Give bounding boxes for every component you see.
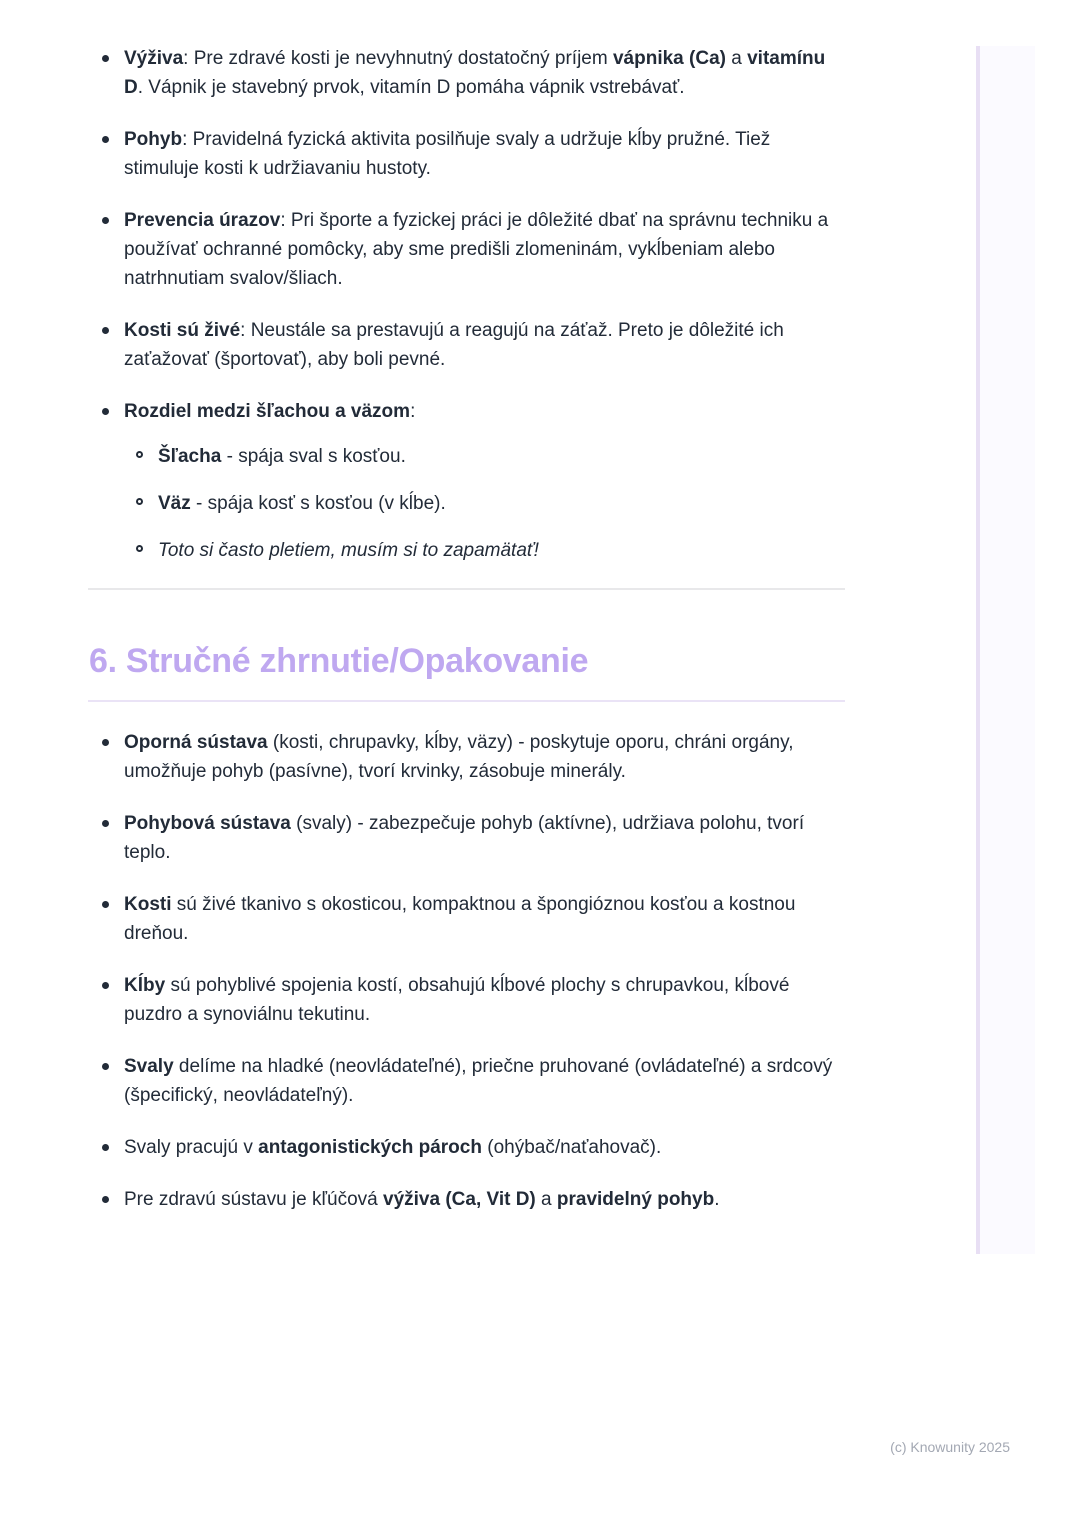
text-segment: Šľacha xyxy=(158,446,222,467)
heading-underline-divider xyxy=(88,700,845,702)
sub-bullet-list xyxy=(124,442,845,565)
text-segment: Pohybová sústava xyxy=(124,813,291,834)
list-item xyxy=(88,809,845,867)
text-segment: Kosti xyxy=(124,894,172,915)
text-segment: Oporná sústava xyxy=(124,732,268,753)
text-segment: Svaly xyxy=(124,1056,174,1077)
text-segment: a xyxy=(725,48,748,69)
list-item xyxy=(88,316,845,374)
text-segment: vápnika (Ca) xyxy=(612,48,726,69)
list-item xyxy=(88,890,845,948)
text-segment: Kosti sú živé xyxy=(124,320,241,341)
text-segment: a xyxy=(535,1189,557,1210)
list-item xyxy=(88,44,845,102)
text-segment: - spája sval s kosťou. xyxy=(221,446,406,467)
text-segment: - spája kosť s kosťou (v kĺbe). xyxy=(190,493,446,514)
text-segment: antagonistických pároch xyxy=(258,1137,482,1158)
bullet-list-summary xyxy=(88,728,845,1214)
text-segment: Svaly pracujú v xyxy=(124,1137,259,1158)
sub-list-item xyxy=(124,442,845,471)
list-item xyxy=(88,125,845,183)
text-segment: Výživa xyxy=(124,48,184,69)
text-segment: delíme na hladké (neovládateľné), priečne pruhované (ovládateľné) a srdcový (špecifický, neovládateľný). xyxy=(124,1056,833,1106)
text-segment: Prevencia úrazov xyxy=(124,210,281,231)
text-segment: : Neustále sa prestavujú a reagujú na záťaž. Preto je dôležité ich zaťažovať (športovať), aby boli pevné. xyxy=(124,320,784,370)
list-item xyxy=(88,1052,845,1110)
text-segment: (kosti, chrupavky, kĺby, väzy) - poskytuje oporu, chráni orgány, umožňuje pohyb (pasívne), tvorí krvinky, zásobuje minerály. xyxy=(124,732,794,782)
text-segment: Pohyb xyxy=(124,129,183,150)
section-divider xyxy=(88,588,845,590)
bullet-list-top xyxy=(88,44,845,565)
sub-list-item xyxy=(124,489,845,518)
sub-list-item xyxy=(124,536,845,565)
text-segment: . xyxy=(714,1189,720,1210)
text-segment: : Pravidelná fyzická aktivita posilňuje svaly a udržuje kĺby pružné. Tiež stimuluje kosti k udržiavaniu hustoty. xyxy=(124,129,771,179)
text-segment: sú pohyblivé spojenia kostí, obsahujú kĺbové plochy s chrupavkou, kĺbové puzdro a synoviálnu tekutinu. xyxy=(124,975,790,1025)
text-segment: sú živé tkanivo s okosticou, kompaktnou a špongióznou kosťou a kostnou dreňou. xyxy=(124,894,796,944)
text-segment: : xyxy=(410,401,416,422)
list-item xyxy=(88,971,845,1029)
list-item xyxy=(88,1185,845,1214)
list-item xyxy=(88,728,845,786)
document-content xyxy=(88,44,845,1237)
list-item xyxy=(88,206,845,293)
text-segment: : Pre zdravé kosti je nevyhnutný dostatočný príjem xyxy=(183,48,613,69)
text-segment: vitamínu D xyxy=(124,48,826,98)
text-segment: : Pri športe a fyzickej práci je dôležité dbať na správnu techniku a používať ochranné pomôcky, aby sme predišli zlomeninám, vykĺbeniam alebo natrhnutiam svalov/šliach. xyxy=(124,210,829,289)
text-segment: Pre zdravú sústavu je kľúčová xyxy=(124,1189,383,1210)
text-segment: pravidelný pohyb xyxy=(556,1189,715,1210)
list-item xyxy=(88,397,845,565)
text-segment: Toto si často pletiem, musím si to zapamätať! xyxy=(158,540,539,561)
text-segment: (ohýbač/naťahovač). xyxy=(481,1137,662,1158)
list-item xyxy=(88,1133,845,1162)
text-segment: Väz xyxy=(158,493,191,514)
text-segment: (svaly) - zabezpečuje pohyb (aktívne), udržiava polohu, tvorí teplo. xyxy=(124,813,805,863)
text-segment: výživa (Ca, Vit D) xyxy=(383,1189,536,1210)
section-heading: 6. Stručné zhrnutie/Opakovanie xyxy=(89,642,589,680)
text-segment: Kĺby xyxy=(124,975,166,996)
right-accent-bar xyxy=(976,46,1035,1254)
footer-copyright: (c) Knowunity 2025 xyxy=(890,1439,1010,1455)
text-segment: Rozdiel medzi šľachou a väzom xyxy=(124,401,411,422)
text-segment: . Vápnik je stavebný prvok, vitamín D pomáha vápnik vstrebávať. xyxy=(137,77,685,98)
